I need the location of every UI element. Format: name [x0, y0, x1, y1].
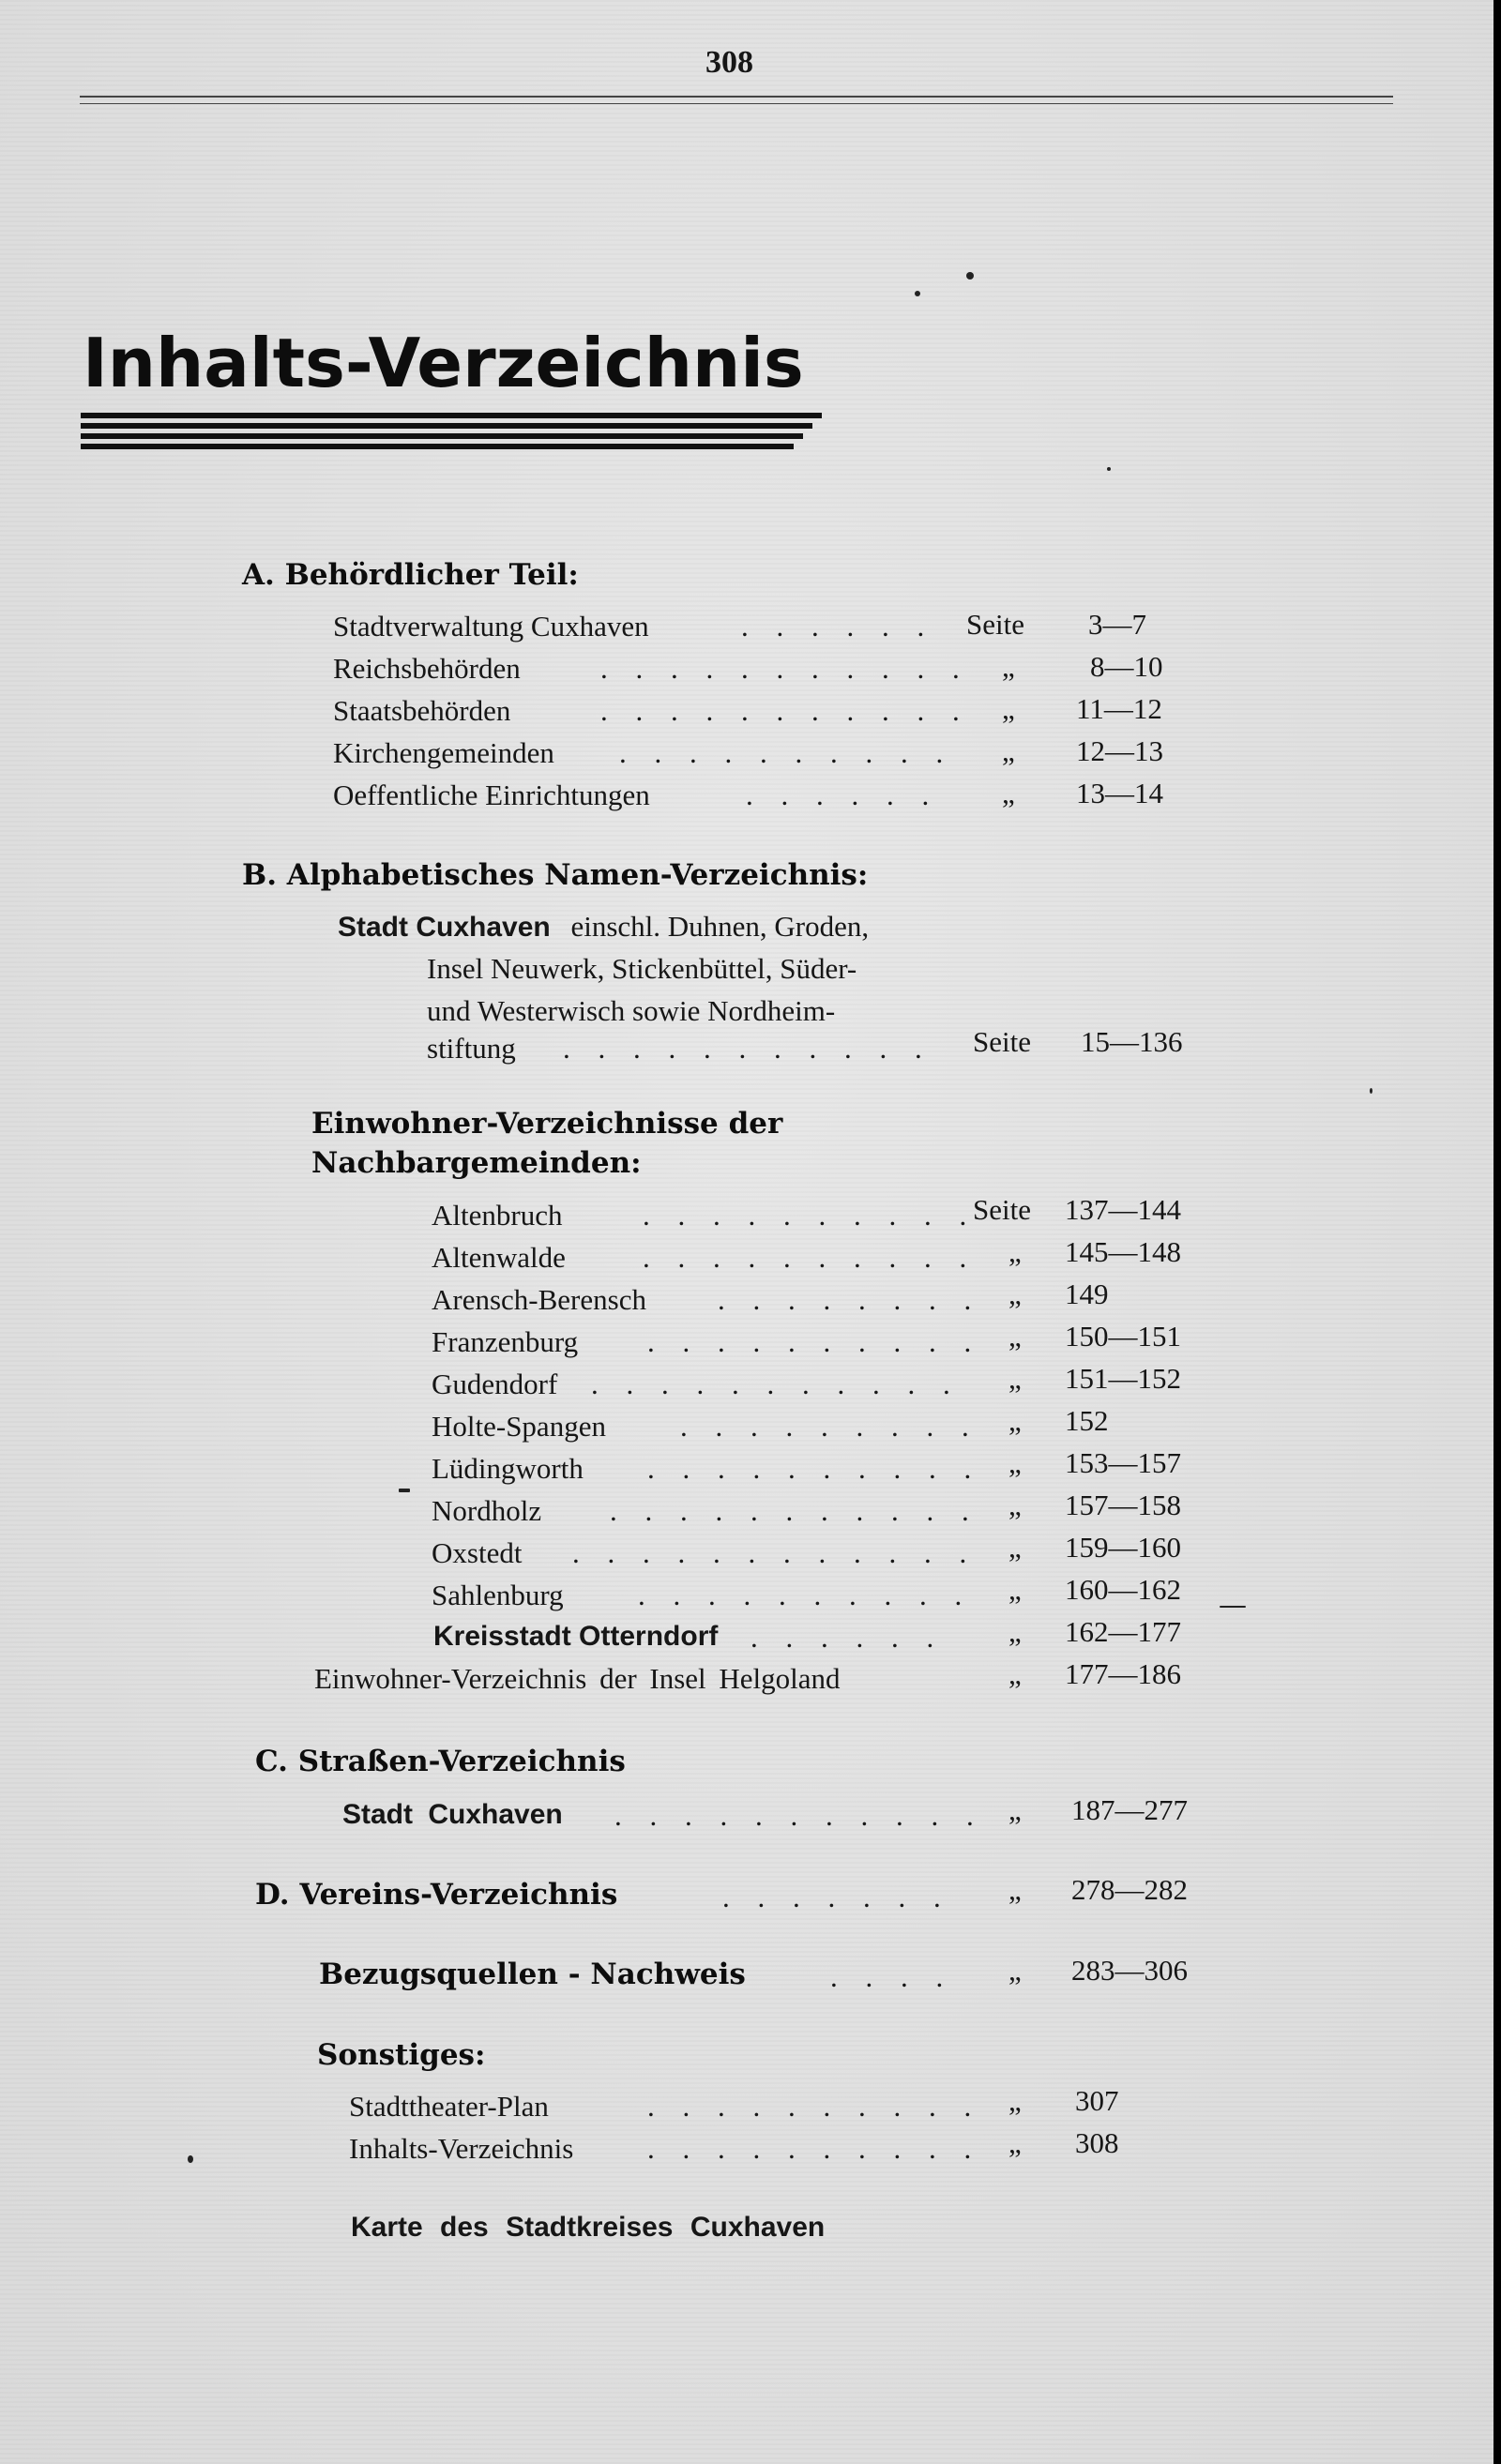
title-underline-3: [81, 433, 803, 439]
title-underline-1: [81, 413, 822, 418]
city-entry-text: einschl. Duhnen, Groden,: [570, 910, 870, 943]
toc-entry-unit: „: [1002, 777, 1015, 809]
city-name-bold: Stadt Cuxhaven: [338, 912, 551, 943]
toc-entry-unit: Seite: [973, 1025, 1031, 1058]
toc-entry-label: Oeffentliche Einrichtungen: [333, 779, 650, 811]
toc-entry-label: Stadttheater-Plan: [349, 2090, 549, 2123]
title-underline-2: [81, 423, 812, 429]
toc-entry-unit: „: [1008, 1320, 1022, 1353]
dot-leader: . . . . . . . . . .: [638, 1579, 973, 1611]
toc-entry-pages: 13—14: [1076, 777, 1163, 809]
toc-entry-label-bold: Stadt Cuxhaven: [342, 1799, 563, 1830]
dot-leader: . . . . . . .: [722, 1881, 951, 1913]
toc-entry-pages: 150—151: [1065, 1320, 1181, 1353]
bezugsquellen-heading: Bezugsquellen - Nachweis: [319, 1958, 746, 1991]
toc-entry-unit: Seite: [973, 1193, 1031, 1226]
toc-entry-pages: 137—144: [1065, 1193, 1181, 1226]
toc-entry-unit: „: [1008, 1362, 1022, 1395]
dot-leader: . . . . . . . . . . .: [600, 652, 970, 685]
toc-entry-unit: „: [1008, 1235, 1022, 1268]
toc-entry-unit: „: [1008, 1446, 1022, 1479]
toc-entry-label: Sahlenburg: [432, 1579, 564, 1611]
toc-entry-unit: „: [1002, 692, 1015, 725]
subsection-heading-line-1: Einwohner-Verzeichnisse der: [311, 1107, 783, 1141]
toc-entry-pages: 177—186: [1065, 1657, 1181, 1690]
dot-leader: . . . . . . . . . .: [647, 2132, 982, 2165]
toc-entry-pages: 8—10: [1090, 650, 1163, 683]
city-entry-line-1: [338, 910, 869, 944]
toc-entry-pages: 283—306: [1071, 1954, 1188, 1987]
header-rule: [80, 96, 1393, 98]
toc-entry-unit: „: [1008, 1531, 1022, 1564]
dot-leader: . . . . . . . . . . .: [591, 1368, 961, 1400]
section-a-heading: A. Behördlicher Teil:: [242, 558, 579, 592]
scan-speck: [188, 2155, 193, 2163]
toc-entry-unit: „: [1008, 2126, 1022, 2159]
toc-entry-unit: „: [1002, 650, 1015, 683]
toc-entry-unit: „: [1008, 1793, 1022, 1826]
toc-entry-pages: 307: [1075, 2084, 1119, 2117]
toc-entry-pages: 278—282: [1071, 1873, 1188, 1906]
toc-entry-label: Altenwalde: [432, 1241, 566, 1274]
toc-entry-unit: „: [1008, 1657, 1022, 1690]
toc-entry-label: Arensch-Berensch: [432, 1283, 646, 1316]
toc-entry-unit: „: [1002, 734, 1015, 767]
section-b-heading: B. Alphabetisches Namen-Verzeichnis:: [242, 858, 869, 892]
toc-entry-pages: 3—7: [1088, 608, 1146, 641]
toc-entry-pages: 308: [1075, 2126, 1119, 2159]
sonstiges-heading: Sonstiges:: [317, 2038, 486, 2072]
dot-leader: . . . .: [830, 1960, 954, 1993]
toc-entry-unit: „: [1008, 1954, 1022, 1987]
map-note: Karte des Stadtkreises Cuxhaven: [351, 2212, 826, 2243]
toc-entry-label: Staatsbehörden: [333, 694, 511, 727]
toc-entry-pages: 162—177: [1065, 1615, 1181, 1648]
toc-entry-unit: „: [1008, 1873, 1022, 1906]
dot-leader: . . . . . .: [750, 1621, 945, 1654]
toc-entry-unit: „: [1008, 1404, 1022, 1437]
toc-entry-pages: 153—157: [1065, 1446, 1181, 1479]
toc-entry-label: Lüdingworth: [432, 1452, 584, 1485]
toc-entry-label: Einwohner-Verzeichnis der Insel Helgoland: [314, 1662, 841, 1695]
toc-entry-pages: 157—158: [1065, 1489, 1181, 1521]
toc-entry-label: Inhalts-Verzeichnis: [349, 2132, 574, 2165]
toc-entry-label: Altenbruch: [432, 1199, 563, 1232]
dot-leader: . . . . . . . . . . .: [614, 1799, 984, 1832]
dot-leader: . . . . . . . . . . .: [600, 694, 970, 727]
toc-entry-unit: „: [1008, 1489, 1022, 1521]
toc-entry-label-bold: Kreisstadt Otterndorf: [433, 1621, 719, 1652]
dot-leader: . . . . . .: [746, 779, 940, 811]
dot-leader: . . . . . . . . . .: [643, 1241, 978, 1274]
title-underline-4: [81, 444, 794, 449]
dot-leader: . . . . . . . . . .: [619, 736, 954, 769]
toc-entry-unit: „: [1008, 1615, 1022, 1648]
toc-entry-pages: 149: [1065, 1277, 1109, 1310]
subsection-heading-line-2: Nachbargemeinden:: [311, 1146, 642, 1180]
toc-entry-pages: 160—162: [1065, 1573, 1181, 1606]
toc-entry-label: Kirchengemeinden: [333, 736, 554, 769]
section-d-heading: D. Vereins-Verzeichnis: [255, 1878, 618, 1912]
city-entry-line-2: Insel Neuwerk, Stickenbüttel, Süder-: [427, 952, 857, 985]
scan-speck: [399, 1489, 410, 1492]
toc-entry-pages: 15—136: [1081, 1025, 1183, 1058]
dot-leader: . . . . . .: [741, 610, 935, 642]
dot-leader: . . . . . . . . . .: [647, 2090, 982, 2123]
toc-entry-label: Oxstedt: [432, 1536, 523, 1569]
toc-entry-pages: 145—148: [1065, 1235, 1181, 1268]
header-rule-thin: [80, 103, 1393, 104]
toc-entry-label: Franzenburg: [432, 1325, 579, 1358]
dot-leader: . . . . . . . . . . .: [563, 1032, 932, 1065]
toc-entry-pages: 152: [1065, 1404, 1109, 1437]
toc-entry-label: Gudendorf: [432, 1368, 558, 1400]
city-entry-line-4: stiftung: [427, 1032, 516, 1065]
toc-entry-pages: 159—160: [1065, 1531, 1181, 1564]
toc-entry-unit: „: [1008, 2084, 1022, 2117]
section-c-heading: C. Straßen-Verzeichnis: [255, 1745, 626, 1778]
dot-leader: . . . . . . . . . .: [643, 1199, 978, 1232]
scan-speck: [1370, 1088, 1372, 1094]
dot-leader: . . . . . . . . . .: [647, 1325, 982, 1358]
page-title: Inhalts-Verzeichnis: [83, 324, 804, 402]
scan-speck: [1220, 1606, 1246, 1608]
toc-entry-label: Reichsbehörden: [333, 652, 521, 685]
toc-entry-unit: „: [1008, 1277, 1022, 1310]
toc-entry-pages: 11—12: [1076, 692, 1162, 725]
dot-leader: . . . . . . . . .: [680, 1410, 979, 1443]
toc-entry-unit: „: [1008, 1573, 1022, 1606]
toc-entry-pages: 187—277: [1071, 1793, 1188, 1826]
page-number: 308: [705, 45, 753, 80]
dot-leader: . . . . . . . . . . . .: [572, 1536, 978, 1569]
scan-speck: [1107, 467, 1111, 471]
dot-leader: . . . . . . . . . .: [647, 1452, 982, 1485]
scan-speck: [915, 291, 920, 296]
toc-entry-label: Stadtverwaltung Cuxhaven: [333, 610, 649, 642]
dot-leader: . . . . . . . .: [718, 1283, 982, 1316]
toc-entry-unit: Seite: [966, 608, 1024, 641]
city-entry-line-3: und Westerwisch sowie Nordheim-: [427, 994, 836, 1027]
toc-entry-label: Nordholz: [432, 1494, 542, 1527]
toc-entry-label: Holte-Spangen: [432, 1410, 606, 1443]
toc-entry-pages: 151—152: [1065, 1362, 1181, 1395]
toc-entry-pages: 12—13: [1076, 734, 1163, 767]
dot-leader: . . . . . . . . . . .: [610, 1494, 979, 1527]
scan-speck: [966, 272, 974, 280]
